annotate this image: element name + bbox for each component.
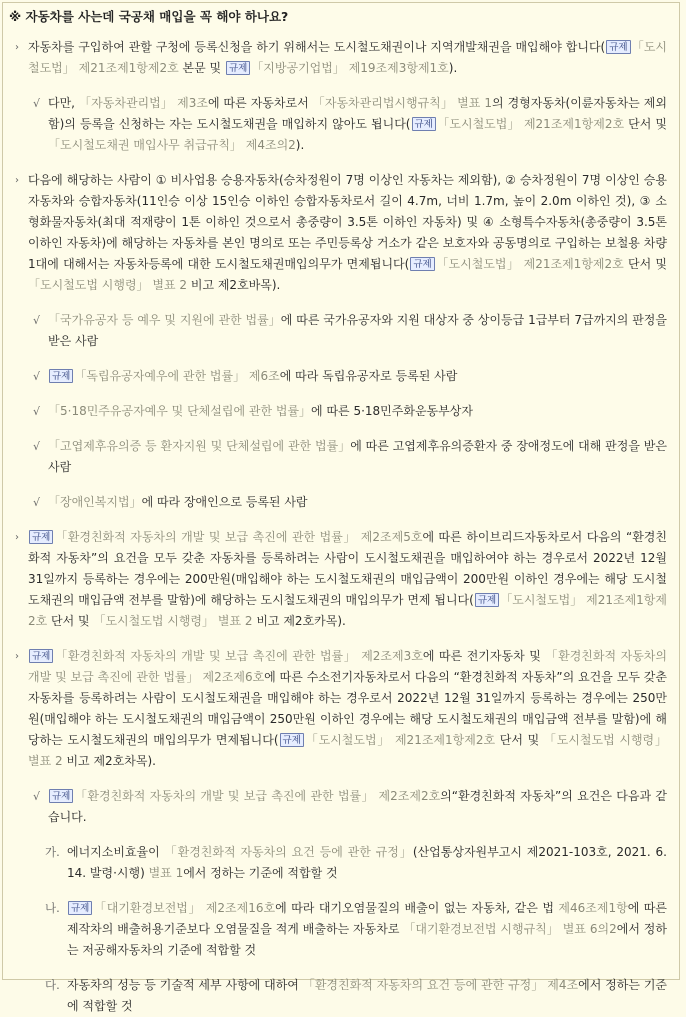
law-link[interactable]: 「고엽제후유의증 등 환자지원 및 단체설립에 관한 법률」 (48, 439, 351, 453)
body-text: 단서 및 (624, 117, 667, 131)
regulation-badge[interactable]: 규제 (606, 40, 630, 54)
article-reference[interactable]: 제6조 (248, 369, 280, 383)
article-reference[interactable]: 제2조제6호 (202, 670, 265, 684)
law-link[interactable]: 「대기환경보전법 시행규칙」 (403, 922, 559, 936)
answer-paragraph (9, 646, 667, 772)
bullet-marker: › (15, 651, 19, 662)
article-reference[interactable]: 제2조제3호 (361, 649, 423, 663)
check-marker: √ (33, 370, 41, 383)
article-reference[interactable]: 제21조제1항제2호 (78, 61, 179, 75)
regulation-badge[interactable]: 규제 (49, 369, 73, 383)
body-text: 비고 제2호바목). (187, 278, 281, 292)
law-link[interactable]: 「독립유공자예우에 관한 법률」 (74, 369, 246, 383)
body-text: 에너지소비효율이 (67, 845, 165, 859)
regulation-badge[interactable]: 규제 (49, 789, 73, 803)
article-reference[interactable]: 별표 6의2 (562, 922, 617, 936)
bullet-marker: › (15, 42, 19, 53)
law-link[interactable]: 「지방공기업법」 (251, 61, 345, 75)
body-text: (산업통상자원부고시 제2021-103호, 2021. 6. 14. 발령·시행) (67, 845, 668, 880)
body-text: ). (295, 138, 305, 152)
note-item (9, 366, 667, 387)
regulation-badge[interactable]: 규제 (68, 901, 92, 915)
regulation-badge[interactable]: 규제 (410, 257, 434, 271)
body-text: 비고 제2호차목). (62, 754, 156, 768)
law-link[interactable]: 「도시철도채권 매입사무 취급규칙」 (48, 138, 242, 152)
body-text: 에 따른 국가유공자와 지원 대상자 중 상이등급 1급부터 7급까지의 판정을 받은 사람 (48, 313, 667, 348)
bullet-marker: › (15, 532, 19, 543)
body-text: 에서 정하는 기준에 적합할 것 (67, 978, 668, 1013)
bullet-marker: › (15, 175, 19, 186)
body-text: 본문 및 (178, 61, 225, 75)
body-text: 에서 정하는 기준에 적합할 것 (183, 866, 338, 880)
law-link[interactable]: 「5·18민주유공자예우 및 단체설립에 관한 법률」 (48, 404, 312, 418)
article-reference[interactable]: 별표 1 (148, 866, 184, 880)
body-text: 에 따른 5·18민주화운동부상자 (311, 404, 473, 418)
body-text: 에 따른 제작차의 배출허용기준보다 오염물질을 적게 배출하는 자동차로 (67, 901, 667, 936)
body-text: 비고 제2호카목). (252, 614, 346, 628)
law-link[interactable]: 「도시철도법」 (500, 593, 583, 607)
body-text: ). (448, 61, 458, 75)
article-reference[interactable]: 제2조제16호 (205, 901, 276, 915)
article-reference[interactable]: 별표 1 (457, 96, 492, 110)
check-marker: √ (33, 405, 41, 418)
body-text: 자동차의 성능 등 기술적 세부 사항에 대하여 (67, 978, 303, 992)
law-link[interactable]: 「환경친화적 자동차의 개발 및 보급 촉진에 관한 법률」 (28, 649, 667, 684)
faq-document (2, 2, 680, 1013)
regulation-badge[interactable]: 규제 (280, 733, 304, 747)
answer-content (9, 37, 667, 1017)
body-text: 에 따라 대기오염물질의 배출이 없는 자동차, 같은 법 (275, 901, 559, 915)
note-item (9, 310, 667, 352)
sub-list-item (9, 898, 667, 961)
body-text: 다음에 해당하는 사람이 ① 비사업용 승용자동차(승차정원이 7명 이상인 자동차는 제외함), ② 승차정원이 7명 이상인 승용자동차와 승합자동차(11인승 이상 15인승 이하인 승합자동차로서 길이 4.7m, 너비 1.7m, 높이 2.0m 이하인 것), ③ 소형화물자동차(최대 적재량이 1톤 이하인 것으로서 총중량이 3.5톤 이하인 자동차) 및 ④ 소형특수자동차(총중량이 3.5톤 이하인 자동차)에 해당하는 자동차를 본인 명의로 또는 주민등록상 거소가 같은 보호자와 공동명의로 구입하는 보철용 차량 1대에 대해서는 자동차등록에 대한 도시철도채권매입의무가 면제됩니다( (28, 173, 667, 271)
body-text: 다만, (48, 96, 79, 110)
article-reference[interactable]: 제21조제1항제2호 (394, 733, 496, 747)
note-item (9, 436, 667, 478)
law-link[interactable]: 「자동차관리법시행규칙」 (312, 96, 454, 110)
law-link[interactable]: 「도시철도법 시행령」 (93, 614, 215, 628)
regulation-badge[interactable]: 규제 (29, 649, 53, 663)
regulation-badge[interactable]: 규제 (226, 61, 250, 75)
article-reference[interactable]: 제19조제3항제1호 (348, 61, 449, 75)
law-link[interactable]: 「환경친화적 자동차의 개발 및 보급 촉진에 관한 법률」 (74, 789, 375, 803)
body-text: 에 따른 전기자동차 및 (422, 649, 546, 663)
item-letter: 다. (45, 978, 60, 992)
body-text: 에 따른 하이브리드자동차로서 다음의 “환경친화적 자동차”의 요건을 모두 갖춘 자동차를 등록하려는 사람이 도시철도채권을 매입하여야 하는 경우로서 2022년 12월 31일까지 등록하는 경우에는 200만원(매입해야 하는 도시철도채권의 매입금액이 200만원 이하인 경우에는 해당 도시철도채권의 매입금액 전부를 말함)에 해당하는 도시철도채권의 매입의무가 면제 됩니다( (28, 530, 667, 607)
body-text: 에서 정하는 저공해자동차의 기준에 적합할 것 (67, 922, 667, 957)
note-item (9, 786, 667, 828)
check-marker: √ (33, 314, 41, 327)
article-reference[interactable]: 별표 2 (217, 614, 253, 628)
body-text: 의“환경친화적 자동차”의 요건은 다음과 같습니다. (48, 789, 667, 824)
article-reference[interactable]: 제2조제5호 (360, 530, 423, 544)
law-link[interactable]: 「환경친화적 자동차의 요건 등에 관한 규정」 (164, 845, 413, 859)
note-item (9, 492, 667, 513)
article-reference[interactable]: 제2조제2호 (378, 789, 441, 803)
article-reference[interactable]: 제3조 (177, 96, 208, 110)
article-reference[interactable]: 제4조의2 (245, 138, 296, 152)
law-link[interactable]: 「도시철도법」 (436, 117, 520, 131)
body-text: 에 따른 고엽제후유의증환자 중 장애정도에 대해 판정을 받은 사람 (48, 439, 667, 474)
article-reference[interactable]: 별표 2 (28, 754, 63, 768)
note-item (9, 93, 667, 156)
answer-paragraph (9, 527, 667, 632)
body-text: 자동차를 구입하여 관할 구청에 등록신청을 하기 위해서는 도시철도채권이나 지역개발채권을 매입해야 합니다( (28, 40, 606, 54)
body-text: 의 경형자동차(이륜자동차는 제외함)의 등록을 신청하는 자는 도시철도채권을 매입하지 않아도 됩니다( (48, 96, 667, 131)
note-item (9, 401, 667, 422)
law-link[interactable]: 「도시철도법」 (304, 733, 391, 747)
article-reference[interactable]: 제46조제1항 (558, 901, 628, 915)
article-reference[interactable]: 별표 2 (152, 278, 188, 292)
article-reference[interactable]: 제21조제1항제2호 (523, 117, 625, 131)
law-link[interactable]: 「도시철도법 시행령」 (28, 278, 149, 292)
check-marker: √ (33, 97, 41, 110)
article-reference[interactable]: 제4조 (547, 978, 579, 992)
sub-list-item (9, 975, 667, 1017)
check-marker: √ (33, 440, 41, 453)
body-text: 단서 및 (623, 257, 668, 271)
sub-list-item (9, 842, 667, 884)
law-link[interactable]: 「환경친화적 자동차의 요건 등에 관한 규정」 (302, 978, 544, 992)
body-text: 에 따른 수소전기자동차로서 다음의 “환경친화적 자동차”의 요건을 모두 갖춘 자동차를 등록하려는 사람이 도시철도채권을 매입해야 하는 경우로서 2022년 12월 31일까지 등록하는 경우에는 250만원(매입해야 하는 도시철도채권의 매입금액이 250만원 이하인 경우에는 해당 도시철도채권의 매입금액 전부를 말함)에 해당하는 도시철도채권의 매입의무가 면제됩니다( (28, 670, 667, 747)
item-letter: 나. (45, 901, 60, 915)
law-link[interactable]: 「대기환경보전법」 (93, 901, 202, 915)
law-link[interactable]: 「자동차관리법」 (79, 96, 174, 110)
law-link[interactable]: 「국가유공자 등 예우 및 지원에 관한 법률」 (48, 313, 281, 327)
law-link[interactable]: 「환경친화적 자동차의 개발 및 보급 촉진에 관한 법률」 (54, 530, 357, 544)
article-reference[interactable]: 제21조제1항제2호 (523, 257, 624, 271)
item-letter: 가. (45, 845, 60, 859)
body-text: 에 따른 자동차로서 (207, 96, 313, 110)
question-title: ※ 자동차를 사는데 국공채 매입을 꼭 해야 하나요? (9, 9, 289, 24)
law-link[interactable]: 「환경친화적 자동차의 개발 및 보급 촉진에 관한 법률」 (54, 649, 357, 663)
answer-paragraph (9, 37, 667, 79)
regulation-badge[interactable]: 규제 (475, 593, 499, 607)
article-reference[interactable]: 제21조제1항제2호 (28, 593, 667, 628)
law-link[interactable]: 「도시철도법 시행령」 (543, 733, 667, 747)
body-text: 단서 및 (495, 733, 544, 747)
check-marker: √ (33, 790, 41, 803)
law-link[interactable]: 「도시철도법」 (28, 40, 668, 75)
regulation-badge[interactable]: 규제 (412, 117, 436, 131)
body-text: 에 따라 독립유공자로 등록된 사람 (279, 369, 458, 383)
body-text: 에 따라 장애인으로 등록된 사람 (141, 495, 308, 509)
answer-paragraph (9, 170, 667, 296)
regulation-badge[interactable]: 규제 (29, 530, 53, 544)
law-link[interactable]: 「도시철도법」 (435, 257, 520, 271)
check-marker: √ (33, 496, 41, 509)
body-text: 단서 및 (47, 614, 94, 628)
law-link[interactable]: 「장애인복지법」 (48, 495, 142, 509)
